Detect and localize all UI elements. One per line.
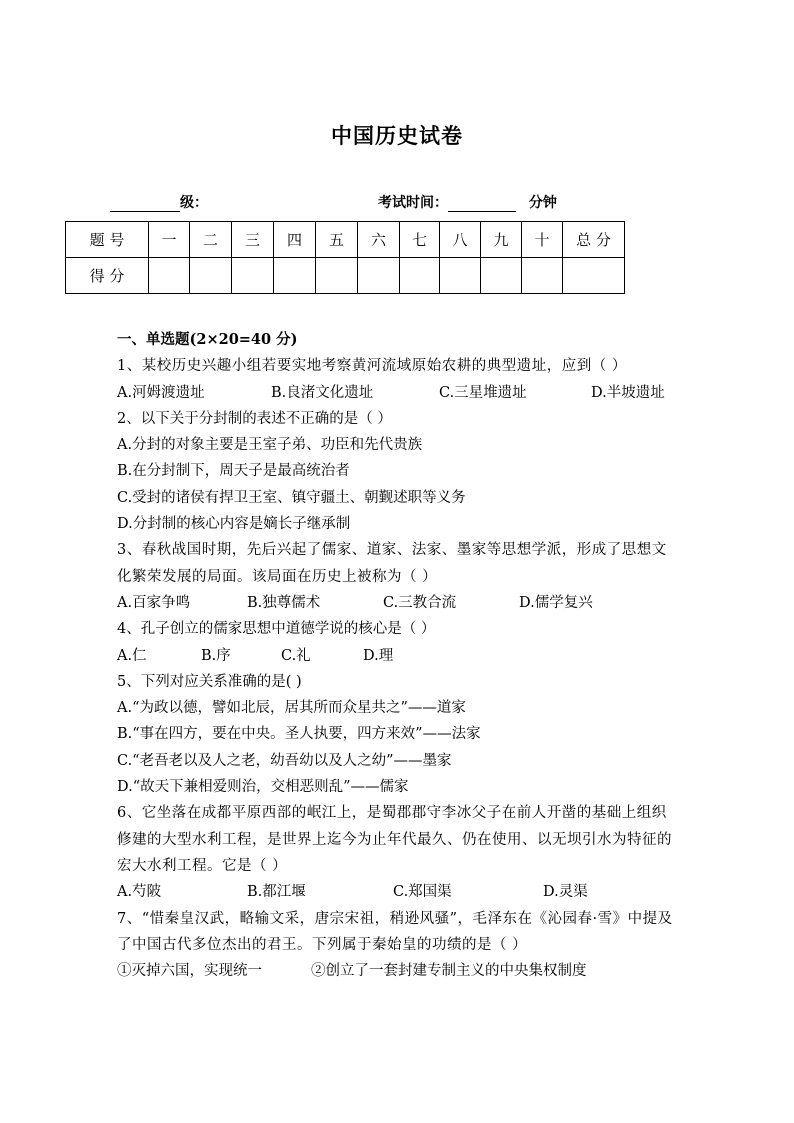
question-4-stem: 4、孔子创立的儒家思想中道德学说的核心是（ ） [117,621,436,638]
class-blank[interactable] [110,195,180,212]
header-cell-3: 三 [232,222,274,258]
question-3-stem: 3、春秋战国时期，先后兴起了儒家、道家、法家、墨家等思想学派，形成了思想文化繁荣发展的局面。该局面在历史上被称为（ ） [117,542,667,585]
exam-time-label: 考试时间： [378,195,448,211]
option: C.受封的诸侯有捍卫王室、镇守疆土、朝觐述职等义务 [117,489,466,506]
option: C.礼 [281,647,311,664]
option: A.分封的对象主要是王室子弟、功臣和先代贵族 [117,437,423,454]
header-cell-5: 五 [316,222,358,258]
option: C.“老吾老以及人之老，幼吾幼以及人之幼”——墨家 [117,752,452,769]
statement-item: ①灭掉六国，实现统一 [117,963,262,980]
header-cell-8: 八 [440,222,481,258]
question-4-options [117,643,677,669]
question-1-stem: 1、某校历史兴趣小组若要实地考察黄河流域原始农耕的典型遗址，应到（ ） [117,358,627,375]
header-cell-label: 题 号 [66,222,149,258]
option: D.分封制的核心内容是嫡长子继承制 [117,516,351,533]
score-table-score-row [66,258,625,294]
score-row-label: 得 分 [66,258,149,294]
class-field [110,192,208,212]
score-cell[interactable] [440,258,481,294]
option: B.序 [201,647,231,664]
score-cell[interactable] [358,258,400,294]
question-2-stem: 2、以下关于分封制的表述不正确的是（ ） [117,410,392,427]
score-cell[interactable] [274,258,316,294]
score-cell[interactable] [522,258,563,294]
score-cell[interactable] [190,258,232,294]
option: C.郑国渠 [393,884,452,901]
header-cell-total: 总 分 [563,222,625,258]
header-cell-2: 二 [190,222,232,258]
option: A.芍陂 [117,884,162,901]
option: D.灵渠 [543,884,588,901]
exam-time-unit: 分钟 [528,195,557,211]
statement-item: ②创立了一套封建专制主义的中央集权制度 [311,963,587,980]
question-5-stem: 5、下列对应关系准确的是( ) [117,673,302,690]
section-heading: 一、单选题(2×20=40 分) [117,331,298,348]
option: B.良渚文化遗址 [271,384,374,401]
score-cell[interactable] [400,258,440,294]
option: D.儒学复兴 [519,594,593,611]
option: A.百家争鸣 [117,594,191,611]
option: B.“事在四方，要在中央。圣人执要，四方来效”——法家 [117,726,481,743]
header-cell-10: 十 [522,222,563,258]
score-cell-total[interactable] [563,258,625,294]
option: C.三教合流 [383,594,457,611]
score-cell[interactable] [149,258,190,294]
option: D.半坡遗址 [591,384,665,401]
option: A.仁 [117,647,147,664]
score-cell[interactable] [232,258,274,294]
header-cell-9: 九 [481,222,522,258]
question-3-options [117,590,677,616]
exam-time-field [378,192,557,212]
option: B.独尊儒术 [247,594,321,611]
question-1-options [117,380,677,406]
option: A.河姆渡遗址 [117,384,205,401]
header-cell-7: 七 [400,222,440,258]
option: A.“为政以德，譬如北辰，居其所而众星共之”——道家 [117,700,466,717]
question-7-items [117,958,677,984]
question-7-stem: 7、“惜秦皇汉武，略输文采，唐宗宋祖，稍逊风骚”，毛泽东在《沁园春·雪》中提及了中国古代多位杰出的君王。下列属于秦始皇的功绩的是（ ） [117,910,673,953]
option: C.三星堆遗址 [439,384,527,401]
header-cell-1: 一 [149,222,190,258]
header-cell-4: 四 [274,222,316,258]
header-cell-6: 六 [358,222,400,258]
score-cell[interactable] [316,258,358,294]
score-cell[interactable] [481,258,522,294]
option: B.在分封制下，周天子是最高统治者 [117,463,350,480]
question-6-options [117,879,677,905]
question-body [117,327,677,984]
class-label: 级： [180,195,208,211]
option: B.都江堰 [247,884,306,901]
score-table [65,221,625,294]
question-6-stem: 6、它坐落在成都平原西部的岷江上，是蜀郡郡守李冰父子在前人开凿的基础上组织修建的大型水利工程，是世界上迄今为止年代最久、仍在使用、以无坝引水为特征的宏大水利工程。它是（ ） [117,805,672,874]
option: D.理 [363,647,394,664]
exam-title: 中国历史试卷 [331,123,463,148]
option: D.“故天下兼相爱则治，交相恶则乱”——儒家 [117,779,409,796]
exam-time-blank[interactable] [448,195,516,212]
score-table-header-row [66,222,625,258]
